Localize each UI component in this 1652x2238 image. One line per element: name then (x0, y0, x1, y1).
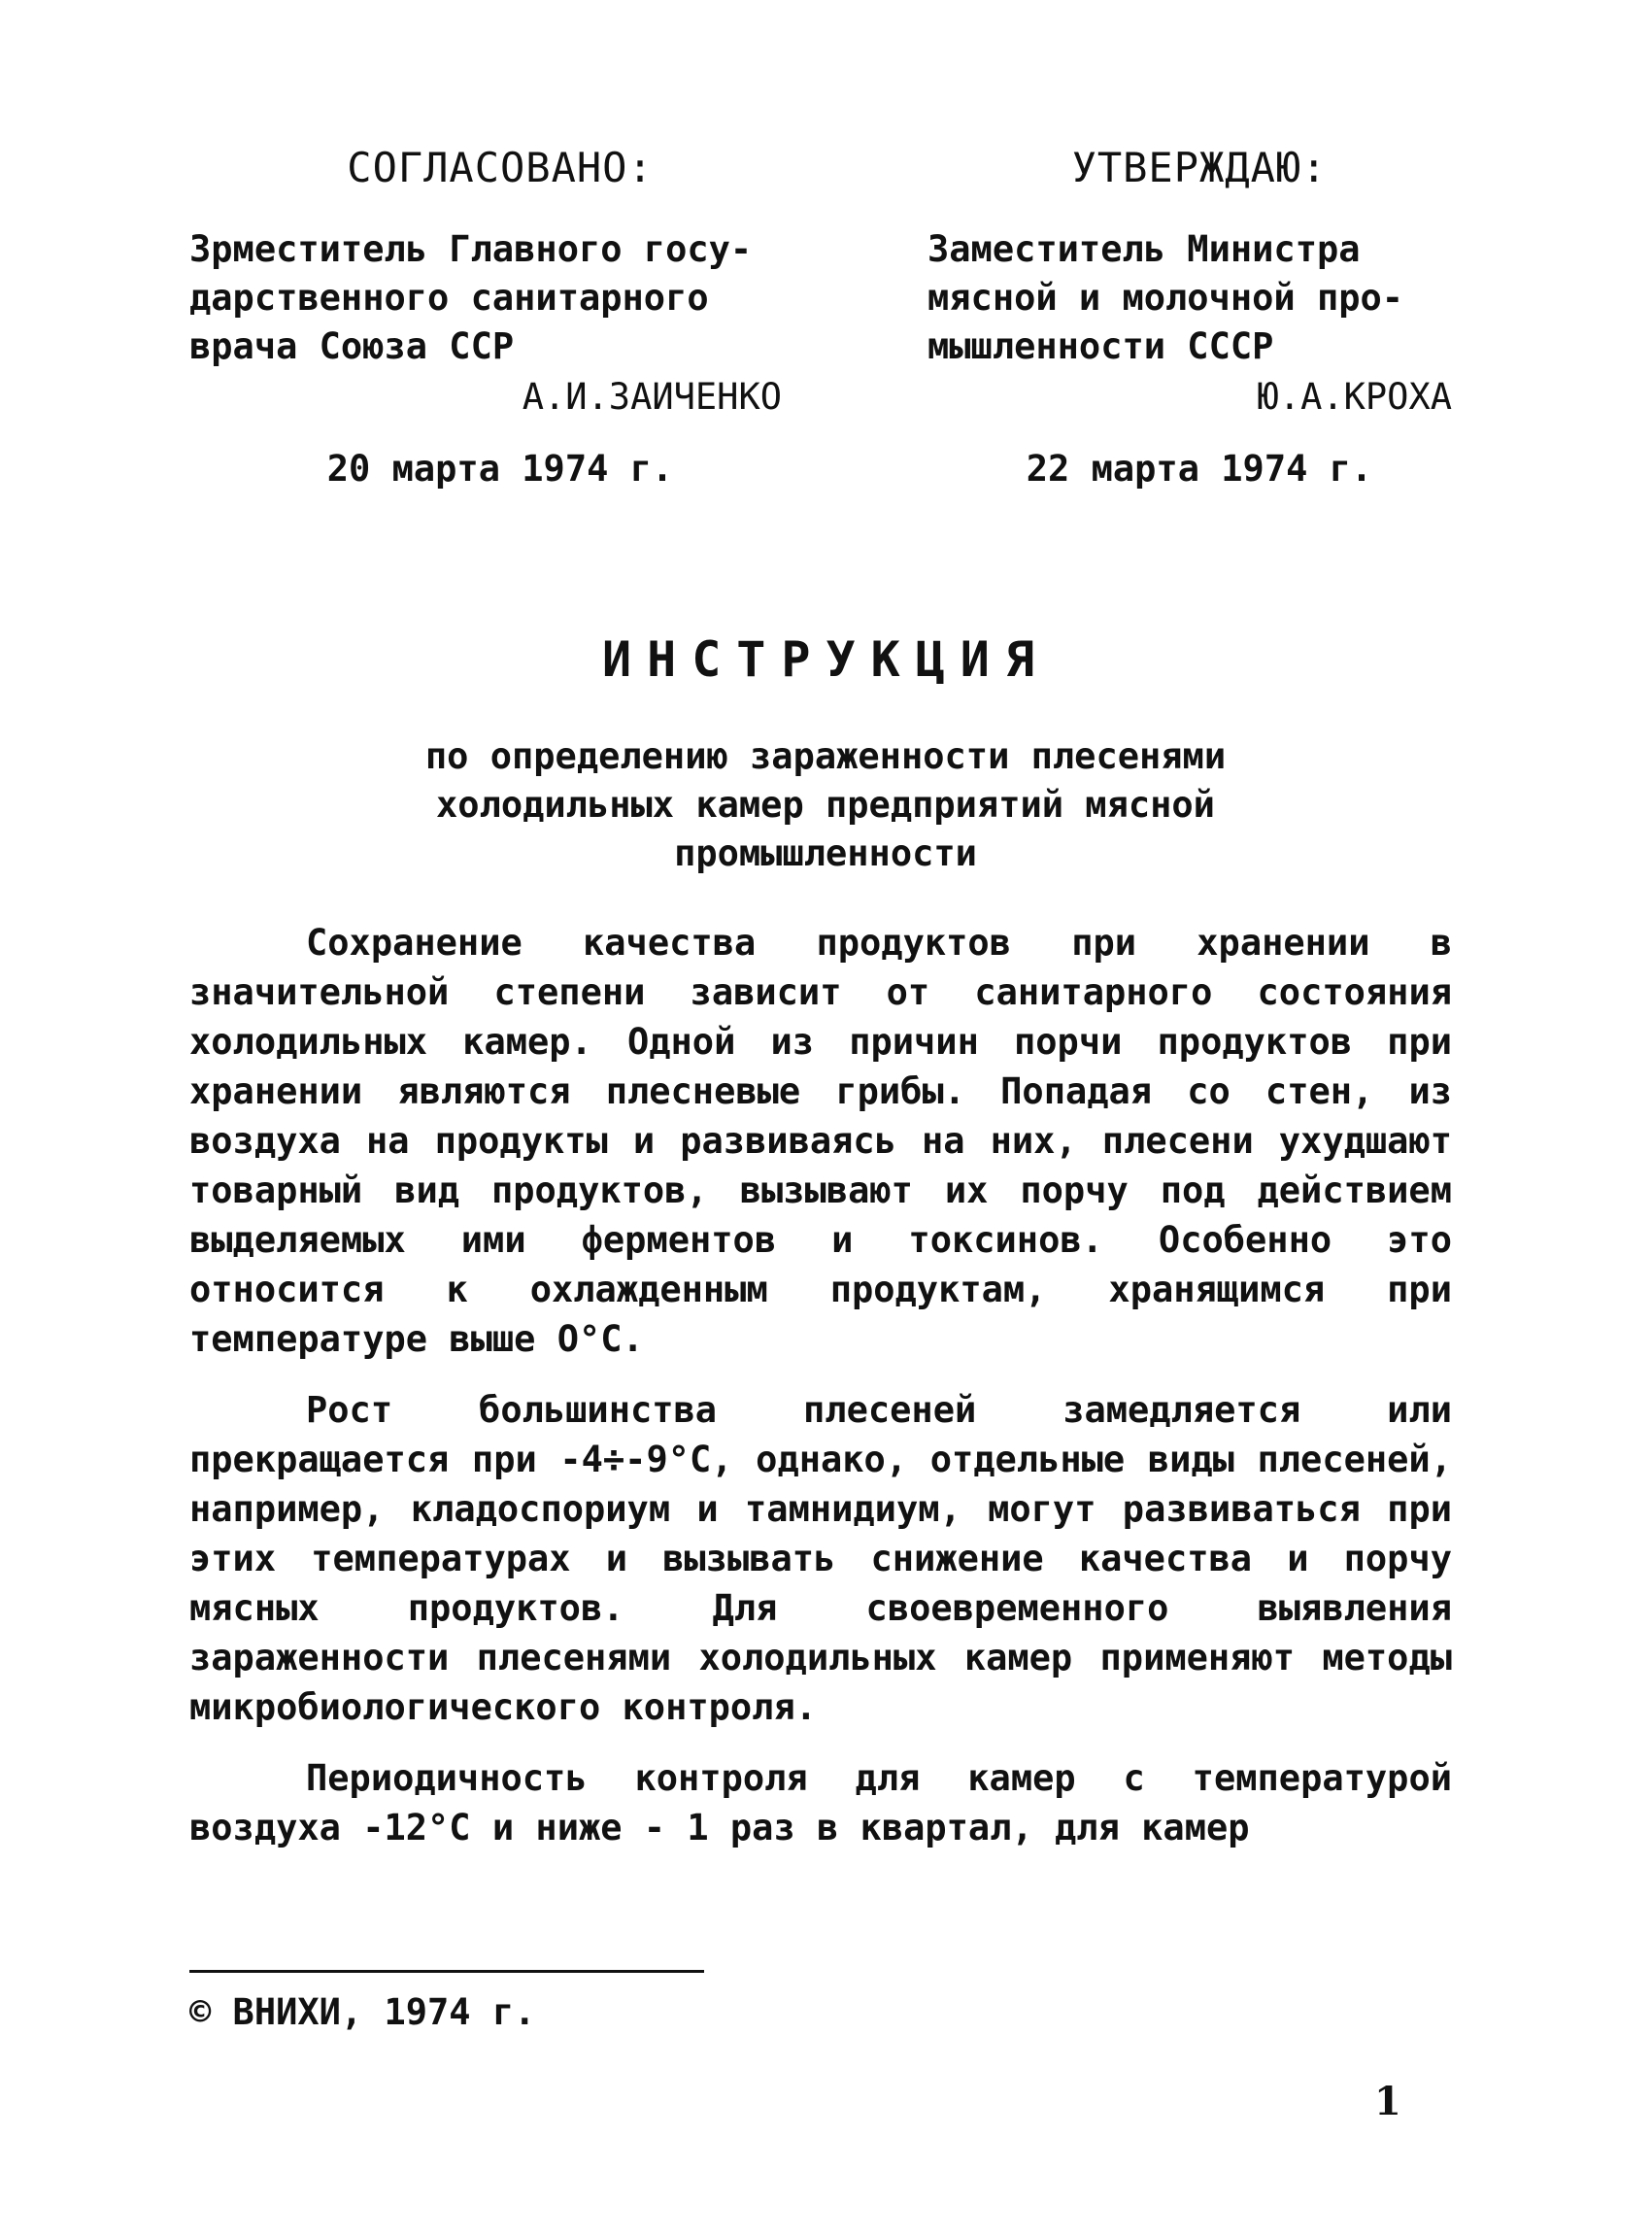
agreed-signatory-name: А.И.ЗАИЧЕНКО (522, 376, 782, 418)
document-subtitle (291, 732, 1360, 878)
agreed-date: 20 марта 1974 г. (326, 448, 674, 490)
page-number: 1 (1374, 2079, 1401, 2124)
subtitle-line: холодильных камер предприятий мясной (436, 784, 1215, 826)
approved-signatory-name: Ю.А.КРОХА (1257, 376, 1452, 418)
body-text (189, 918, 1452, 1874)
agreed-position-line: врача Союза ССР (189, 325, 515, 367)
approved-date: 22 марта 1974 г. (1026, 448, 1373, 490)
agreed-position-line: дарственного санитарного (189, 277, 709, 319)
approval-block-agreed (189, 144, 811, 493)
approved-heading: УТВЕРЖДАЮ: (1071, 144, 1328, 191)
paragraph: Рост большинства плесеней замедляется или прекращается при -4÷-9°С, однако, отдельные виды плесеней, например, кладоспориум и тамнидиум, могут развиваться при этих температурах и вызывать снижение качества и порчу мясных продуктов. Для своевременного выявления зараженности плесенями холодильных камер применяют методы микробиологического контроля. (189, 1389, 1452, 1728)
subtitle-line: по определению зараженности плесенями (424, 735, 1227, 777)
approved-position (927, 225, 1471, 371)
agreed-position-line: Зрместитель Главного госу- (189, 228, 753, 270)
footnote-divider (189, 1970, 704, 1973)
agreed-heading: СОГЛАСОВАНО: (347, 144, 654, 191)
subtitle-line: промышленности (674, 832, 977, 874)
approved-position-line: Заместитель Министра (927, 228, 1361, 270)
document-title: ИНСТРУКЦИЯ (601, 631, 1051, 688)
approved-position-line: мясной и молочной про- (927, 277, 1404, 319)
agreed-position (189, 225, 811, 371)
paragraph: Сохранение качества продуктов при хранении в значительной степени зависит от санитарного состояния холодильных камер. Одной из причин порчи продуктов при хранении являются плесневые грибы. Попадая со стен, из воздуха на продукты и развиваясь на них, плесени ухудшают товарный вид продуктов, вызывают их порчу под действием выделяемых ими ферментов и токсинов. Особенно это относится к охлажденным продуктам, хранящимся при температуре выше О°С. (189, 922, 1452, 1360)
approved-position-line: мышленности СССР (927, 325, 1274, 367)
approval-block-approved (927, 144, 1471, 493)
copyright-notice: © ВНИХИ, 1974 г. (189, 1991, 536, 2033)
paragraph: Периодичность контроля для камер с температурой воздуха -12°С и ниже - 1 раз в квартал, для камер (189, 1757, 1452, 1848)
